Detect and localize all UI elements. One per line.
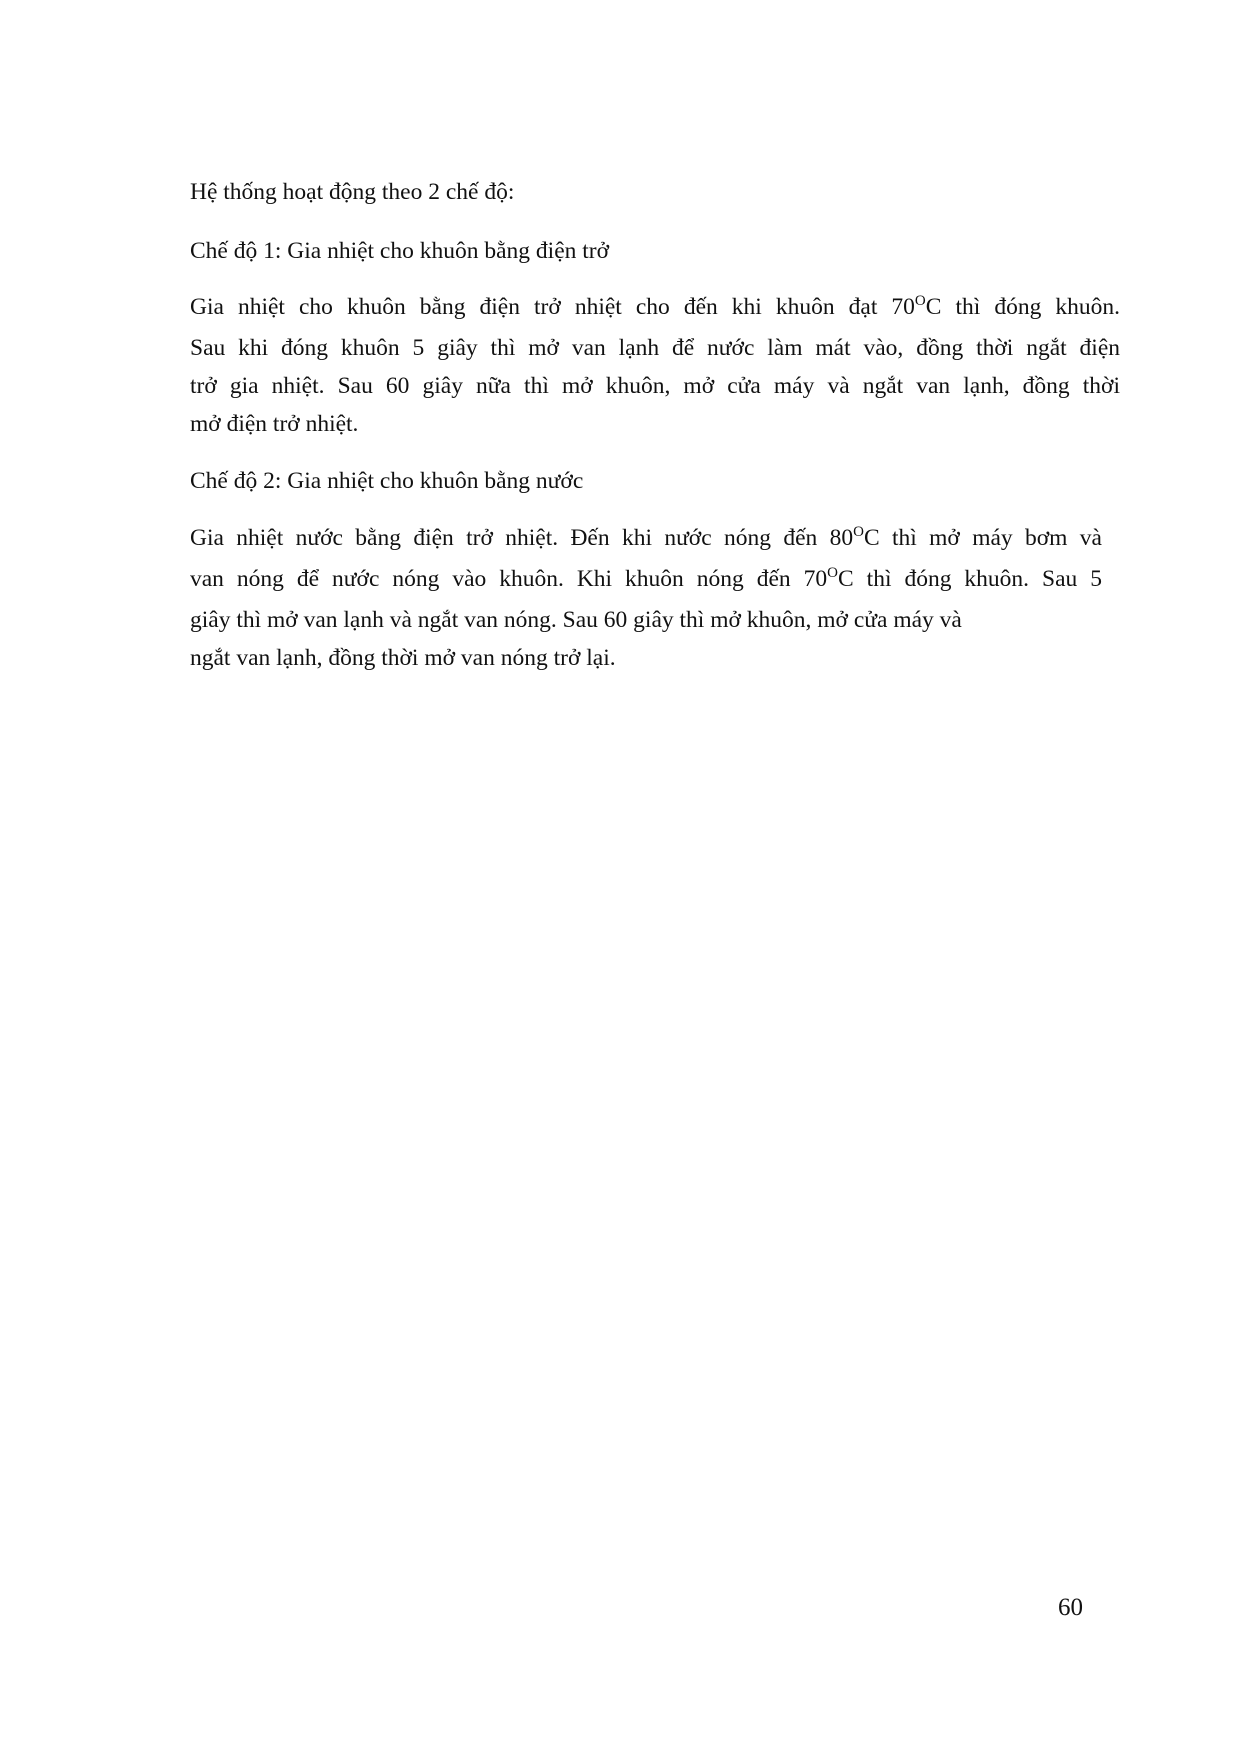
mode2-line-1	[190, 519, 1102, 560]
degree-superscript: O	[914, 293, 926, 309]
mode1-line-1-text: Gia nhiệt cho khuôn bằng điện trở nhiệt cho đến khi khuôn đạt 70	[190, 294, 915, 320]
degree-superscript: O	[853, 524, 864, 540]
mode2-line-2-text: van nóng để nước nóng vào khuôn. Khi khuôn nóng đến 70	[190, 566, 828, 592]
page-number: 60	[1058, 1594, 1083, 1621]
mode2-paragraph	[190, 519, 1102, 677]
intro-paragraph	[190, 173, 1120, 211]
mode1-line-2: Sau khi đóng khuôn 5 giây thì mở van lạnh để nước làm mát vào, đồng thời ngắt điện	[190, 335, 1120, 361]
mode2-line-4: ngắt van lạnh, đồng thời mở van nóng trở lại.	[190, 645, 616, 671]
mode1-line-4: mở điện trở nhiệt.	[190, 411, 359, 437]
mode2-line-2-tail: C thì đóng khuôn. Sau 5	[838, 566, 1102, 592]
mode2-heading-text: Chế độ 2: Gia nhiệt cho khuôn bằng nước	[190, 468, 584, 494]
mode2-line-3: giây thì mở van lạnh và ngắt van nóng. Sau 60 giây thì mở khuôn, mở cửa máy và	[190, 607, 962, 633]
intro-text: Hệ thống hoạt động theo 2 chế độ:	[190, 179, 515, 205]
mode2-line-1-text: Gia nhiệt nước bằng điện trở nhiệt. Đến khi nước nóng đến 80	[190, 525, 854, 551]
mode1-line-3: trở gia nhiệt. Sau 60 giây nữa thì mở khuôn, mở cửa máy và ngắt van lạnh, đồng thời	[190, 373, 1120, 399]
mode1-line-1-tail: C thì đóng khuôn.	[925, 294, 1121, 320]
mode2-line-1-tail: C thì mở máy bơm và	[863, 525, 1102, 551]
mode2-line-2	[190, 560, 1102, 601]
degree-superscript: O	[827, 565, 839, 581]
mode2-heading	[190, 462, 1120, 500]
mode1-paragraph	[190, 288, 1120, 443]
mode1-line-1	[190, 288, 1120, 329]
mode1-heading-text: Chế độ 1: Gia nhiệt cho khuôn bằng điện trở	[190, 238, 610, 264]
mode1-heading	[190, 232, 1120, 270]
